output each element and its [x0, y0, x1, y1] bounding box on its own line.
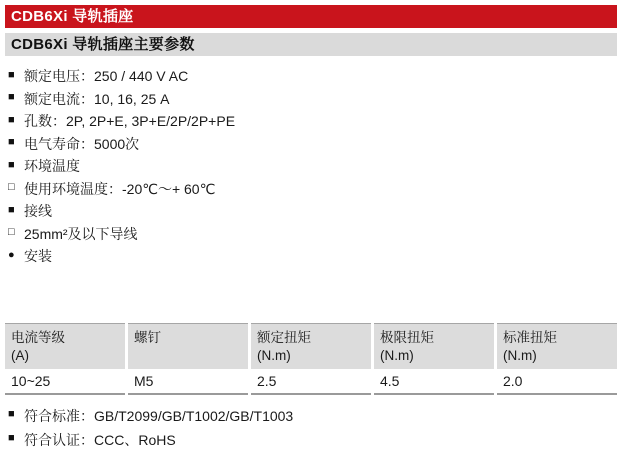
square-bullet-icon: ■	[8, 158, 15, 171]
header-line2: (N.m)	[380, 347, 414, 363]
list-item	[5, 404, 617, 428]
spec-text: 接线	[24, 203, 52, 220]
header-line1: 极限扭矩	[380, 329, 434, 345]
spec-text: 孔数：2P, 2P+E, 3P+E/2P/2P+PE	[24, 113, 236, 130]
header-line1: 标准扭矩	[503, 329, 557, 345]
table-column	[5, 323, 125, 395]
list-item	[5, 65, 617, 88]
header-line2: (N.m)	[257, 347, 291, 363]
list-item	[5, 245, 617, 268]
header-line2: (A)	[11, 347, 29, 363]
list-item	[5, 155, 617, 178]
column-header	[251, 324, 371, 369]
column-header	[374, 324, 494, 369]
spec-text: 额定电流：10, 16, 25 A	[24, 90, 170, 107]
square-bullet-icon: ■	[8, 203, 15, 216]
list-item	[5, 110, 617, 133]
spec-list	[5, 65, 617, 268]
table-column	[497, 323, 617, 395]
list-item	[5, 223, 617, 246]
section-header-bar	[5, 33, 617, 56]
spec-text: 环境温度	[24, 158, 80, 175]
header-line1: 电流等级	[11, 329, 65, 345]
spec-text: 电气寿命：5000次	[24, 135, 140, 152]
torque-spec-table	[5, 323, 617, 395]
square-bullet-icon: ■	[8, 68, 15, 81]
table-column	[374, 323, 494, 395]
list-item	[5, 428, 617, 452]
section-title: CDB6Xi 导轨插座主要参数	[11, 36, 195, 53]
square-bullet-icon: ■	[8, 408, 15, 420]
table-cell: 10~25	[5, 369, 125, 393]
spec-text: 25mm²及以下导线	[24, 225, 138, 242]
list-item	[5, 200, 617, 223]
table-cell: 2.0	[497, 369, 617, 393]
hollow-square-bullet-icon: □	[8, 181, 15, 194]
header-line1: 额定扭矩	[257, 329, 311, 345]
list-item	[5, 178, 617, 201]
square-bullet-icon: ■	[8, 432, 15, 444]
table-cell: M5	[128, 369, 248, 393]
hollow-square-bullet-icon: □	[8, 226, 15, 239]
list-item	[5, 133, 617, 156]
compliance-list	[5, 404, 617, 452]
square-bullet-icon: ■	[8, 113, 15, 126]
table-cell: 4.5	[374, 369, 494, 393]
spec-text: 额定电压：250 / 440 V AC	[24, 68, 189, 85]
column-header	[128, 324, 248, 369]
table-column	[128, 323, 248, 395]
column-header	[5, 324, 125, 369]
page-title-banner	[5, 5, 617, 28]
spec-text: 安装	[24, 248, 52, 265]
square-bullet-icon: ■	[8, 136, 15, 149]
square-bullet-icon: ■	[8, 91, 15, 104]
spec-text: 使用环境温度：-20℃～+ 60℃	[24, 180, 216, 197]
table-cell: 2.5	[251, 369, 371, 393]
list-item	[5, 88, 617, 111]
table-column	[251, 323, 371, 395]
column-header	[497, 324, 617, 369]
header-line1: 螺钉	[134, 329, 161, 345]
page-title: CDB6Xi 导轨插座	[11, 8, 134, 25]
compliance-text: 符合认证：CCC、RoHS	[24, 431, 176, 448]
blank-gap	[5, 268, 617, 323]
header-line2: (N.m)	[503, 347, 537, 363]
compliance-text: 符合标准：GB/T2099/GB/T1002/GB/T1003	[24, 407, 294, 424]
circle-bullet-icon: ●	[8, 248, 15, 261]
